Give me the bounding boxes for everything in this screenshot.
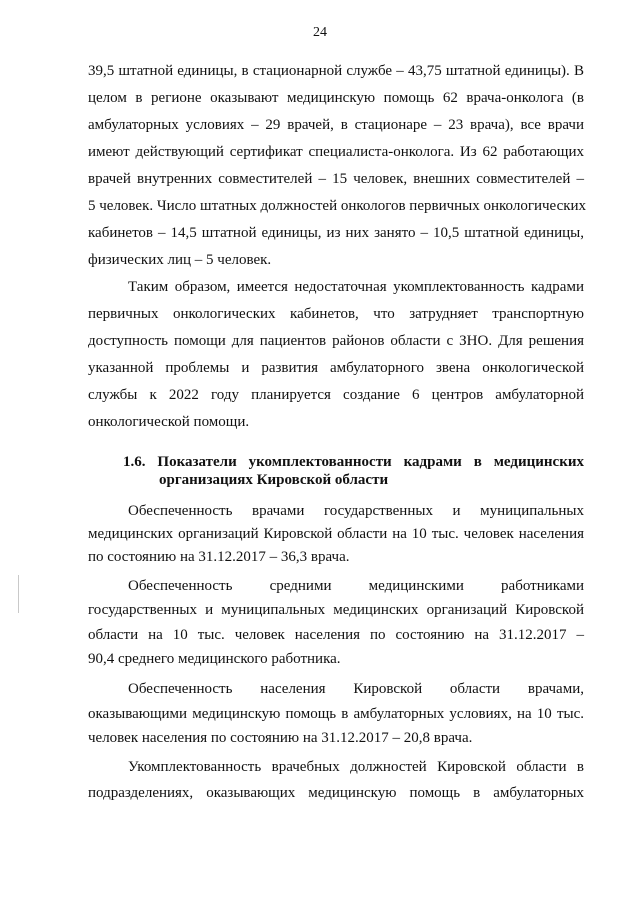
text-line: доступность помощи для пациентов районов области с ЗНО. Для решения [88, 333, 584, 349]
text-line: амбулаторных условиях – 29 врачей, в стационаре – 23 врача), все врачи [88, 117, 584, 133]
text-line: по состоянию на 31.12.2017 – 36,3 врача. [88, 549, 350, 565]
margin-mark [18, 575, 19, 613]
text-line: Таким образом, имеется недостаточная укомплектованность кадрами [128, 279, 584, 295]
text-line: службы к 2022 году планируется создание 6 центров амбулаторной [88, 387, 584, 403]
text-line: государственных и муниципальных медицинских организаций Кировской [88, 602, 584, 618]
text-line: первичных онкологических кабинетов, что затрудняет транспортную [88, 306, 584, 322]
text-line: области на 10 тыс. человек населения по состоянию на 31.12.2017 – [88, 627, 584, 643]
text-line: 5 человек. Число штатных должностей онкологов первичных онкологических [88, 198, 587, 214]
page-number: 24 [313, 25, 327, 40]
text-line: оказывающими медицинскую помощь в амбулаторных условиях, на 10 тыс. [88, 706, 584, 722]
text-line: физических лиц – 5 человек. [88, 252, 272, 268]
text-line: кабинетов – 14,5 штатной единицы, из них занято – 10,5 штатной единицы, [88, 225, 584, 241]
text-line: Обеспеченность средними медицинскими работниками [128, 578, 584, 594]
text-line: 39,5 штатной единицы, в стационарной службе – 43,75 штатной единицы). В [88, 63, 584, 79]
text-line: Обеспеченность населения Кировской области врачами, [128, 681, 584, 697]
heading-line: 1.6. Показатели укомплектованности кадрами в медицинских [123, 454, 584, 470]
text-line: врачей внутренних совместителей – 15 человек, внешних совместителей – [88, 171, 584, 187]
text-line: имеют действующий сертификат специалиста-онколога. Из 62 работающих [88, 144, 584, 160]
heading-line: организациях Кировской области [159, 472, 389, 488]
text-line: Укомплектованность врачебных должностей Кировской области в [128, 759, 584, 775]
text-line: подразделениях, оказывающих медицинскую помощь в амбулаторных [88, 785, 584, 801]
text-line: онкологической помощи. [88, 414, 250, 430]
text-line: Обеспеченность врачами государственных и муниципальных [128, 503, 584, 519]
text-line: целом в регионе оказывают медицинскую помощь 62 врача-онколога (в [88, 90, 584, 106]
text-line: медицинских организаций Кировской области на 10 тыс. человек населения [88, 526, 584, 542]
text-line: человек населения по состоянию на 31.12.2017 – 20,8 врача. [88, 730, 473, 746]
text-line: 90,4 среднего медицинского работника. [88, 651, 341, 667]
text-line: указанной проблемы и развития амбулаторного звена онкологической [88, 360, 584, 376]
